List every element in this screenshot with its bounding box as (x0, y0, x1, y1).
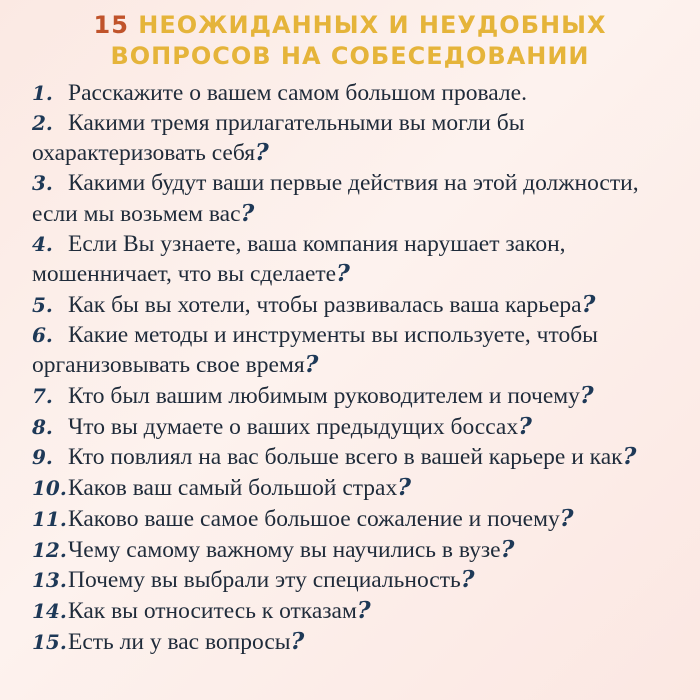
title-number: 15 (93, 11, 129, 39)
question-number: 1. (32, 81, 53, 105)
question-mark: ? (336, 259, 350, 288)
question-item (32, 290, 682, 321)
question-item (32, 412, 682, 443)
question-text: Как вы относитесь к отказам (68, 597, 357, 624)
question-number: 4. (32, 231, 53, 256)
question-number: 2. (32, 110, 53, 135)
question-text: Если Вы узнаете, ваша компания нарушает закон, мошенничает, что вы сделаете (32, 230, 566, 288)
question-item (32, 169, 682, 229)
question-text: Расскажите о вашем самом большом провале. (68, 80, 527, 106)
question-number: 3. (32, 171, 53, 196)
question-mark: ? (290, 626, 305, 655)
question-mark: ? (500, 534, 515, 563)
question-mark: ? (579, 381, 594, 410)
page-title (0, 10, 700, 72)
question-text: Кто был вашим любимым руководителем и почему (68, 383, 580, 410)
question-mark: ? (460, 565, 475, 594)
question-mark: ? (356, 595, 371, 624)
title-line-2: ВОПРОСОВ НА СОБЕСЕДОВАНИИ (110, 42, 590, 70)
question-item (32, 109, 682, 169)
question-item (32, 442, 682, 473)
question-mark: ? (518, 411, 532, 440)
title-line-1 (0, 10, 700, 41)
question-number: 7. (32, 384, 53, 409)
question-number: 5. (32, 292, 53, 317)
question-text: Какими будут ваши первые действия на этой должности, если мы возьмем вас (32, 170, 639, 227)
question-number: 6. (32, 322, 53, 347)
question-item (32, 535, 682, 566)
question-text: Есть ли у вас вопросы (68, 628, 291, 655)
question-number: 8. (32, 414, 53, 439)
question-text: Какие методы и инструменты вы используете, чтобы организовывать свое время (32, 321, 598, 379)
question-number: 15. (32, 629, 67, 654)
question-number: 12. (32, 537, 67, 562)
question-item (32, 321, 682, 381)
question-item (32, 504, 682, 535)
question-text: Каково ваше самое большое сожаление и почему (68, 505, 560, 532)
question-mark: ? (397, 473, 412, 502)
question-number: 11. (32, 506, 67, 531)
title-line-1-text: НЕОЖИДАННЫХ И НЕУДОБНЫХ (138, 11, 607, 39)
question-item (32, 565, 682, 596)
question-mark: ? (255, 138, 269, 167)
question-number: 9. (32, 445, 53, 470)
question-mark: ? (559, 503, 574, 532)
question-text: Какими тремя прилагательными вы могли бы охарактеризовать себя (32, 109, 525, 167)
question-number: 13. (32, 568, 67, 593)
question-text: Каков ваш самый большой страх (68, 475, 398, 502)
question-item (32, 230, 682, 290)
question-item (32, 473, 682, 504)
question-mark: ? (240, 198, 255, 227)
question-mark: ? (581, 289, 596, 318)
question-item (32, 78, 682, 109)
question-text: Кто повлиял на вас больше всего в вашей карьере и как (68, 444, 623, 471)
question-mark: ? (304, 350, 319, 379)
question-mark: ? (622, 442, 637, 471)
question-text: Что вы думаете о ваших предыдущих боссах (68, 413, 519, 440)
question-item (32, 381, 682, 412)
question-number: 14. (32, 598, 67, 623)
question-number: 10. (32, 476, 67, 501)
question-item (32, 627, 682, 658)
question-item (32, 596, 682, 627)
question-text: Почему вы выбрали эту специальность (68, 567, 461, 594)
question-text: Как бы вы хотели, чтобы развивалась ваша карьера (68, 291, 582, 318)
question-list (32, 78, 682, 657)
question-text: Чему самому важному вы научились в вузе (68, 536, 501, 563)
